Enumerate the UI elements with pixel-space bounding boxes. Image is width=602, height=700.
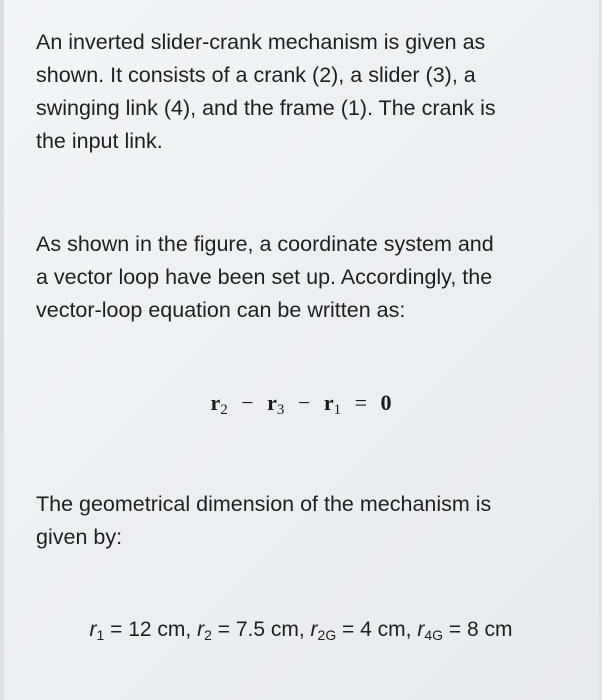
vector-r3: $r_3$ (267, 390, 285, 418)
dimension-r2: $r_2 = 7.5$ cm, (197, 618, 311, 643)
intro-line-1: An inverted slider-crank mechanism is given as (36, 30, 486, 54)
dimension-r4g: $r_{4G} = 8$ cm (417, 618, 513, 643)
dimension-r2g: $r_{2G} = 4$ cm, (310, 618, 418, 643)
intro-line-3: swinging link (4), and the frame (1). The crank is (36, 96, 496, 120)
intro-line-4: the input link. (36, 129, 163, 153)
vector-r1: $r_1$ (323, 390, 342, 418)
dimensions-line-1: The geometrical dimension of the mechanism is (36, 492, 492, 516)
vector-loop-line-1: As shown in the figure, a coordinate system and (36, 232, 494, 256)
dimensions-line-2: given by: (36, 525, 123, 549)
equals-sign: = (354, 390, 368, 415)
vector-r2: $r_2$ (210, 390, 228, 418)
dimensions-paragraph (36, 488, 576, 554)
minus-operator-1: − (241, 390, 254, 415)
minus-operator-2: − (297, 390, 311, 415)
vector-loop-paragraph (36, 228, 576, 327)
vector-loop-line-2: a vector loop have been set up. Accordingly, the (36, 265, 493, 289)
vector-loop-equation (0, 390, 602, 419)
page-edge-left (0, 0, 4, 700)
dimension-values (0, 618, 602, 643)
dimension-r1: $r_1 = 12$ cm, (89, 618, 198, 643)
intro-line-2: shown. It consists of a crank (2), a slider (3), a (36, 63, 476, 87)
vector-loop-line-3: vector-loop equation can be written as: (36, 298, 406, 322)
intro-paragraph (36, 26, 576, 158)
equation-rhs-zero: 0 (380, 390, 392, 415)
